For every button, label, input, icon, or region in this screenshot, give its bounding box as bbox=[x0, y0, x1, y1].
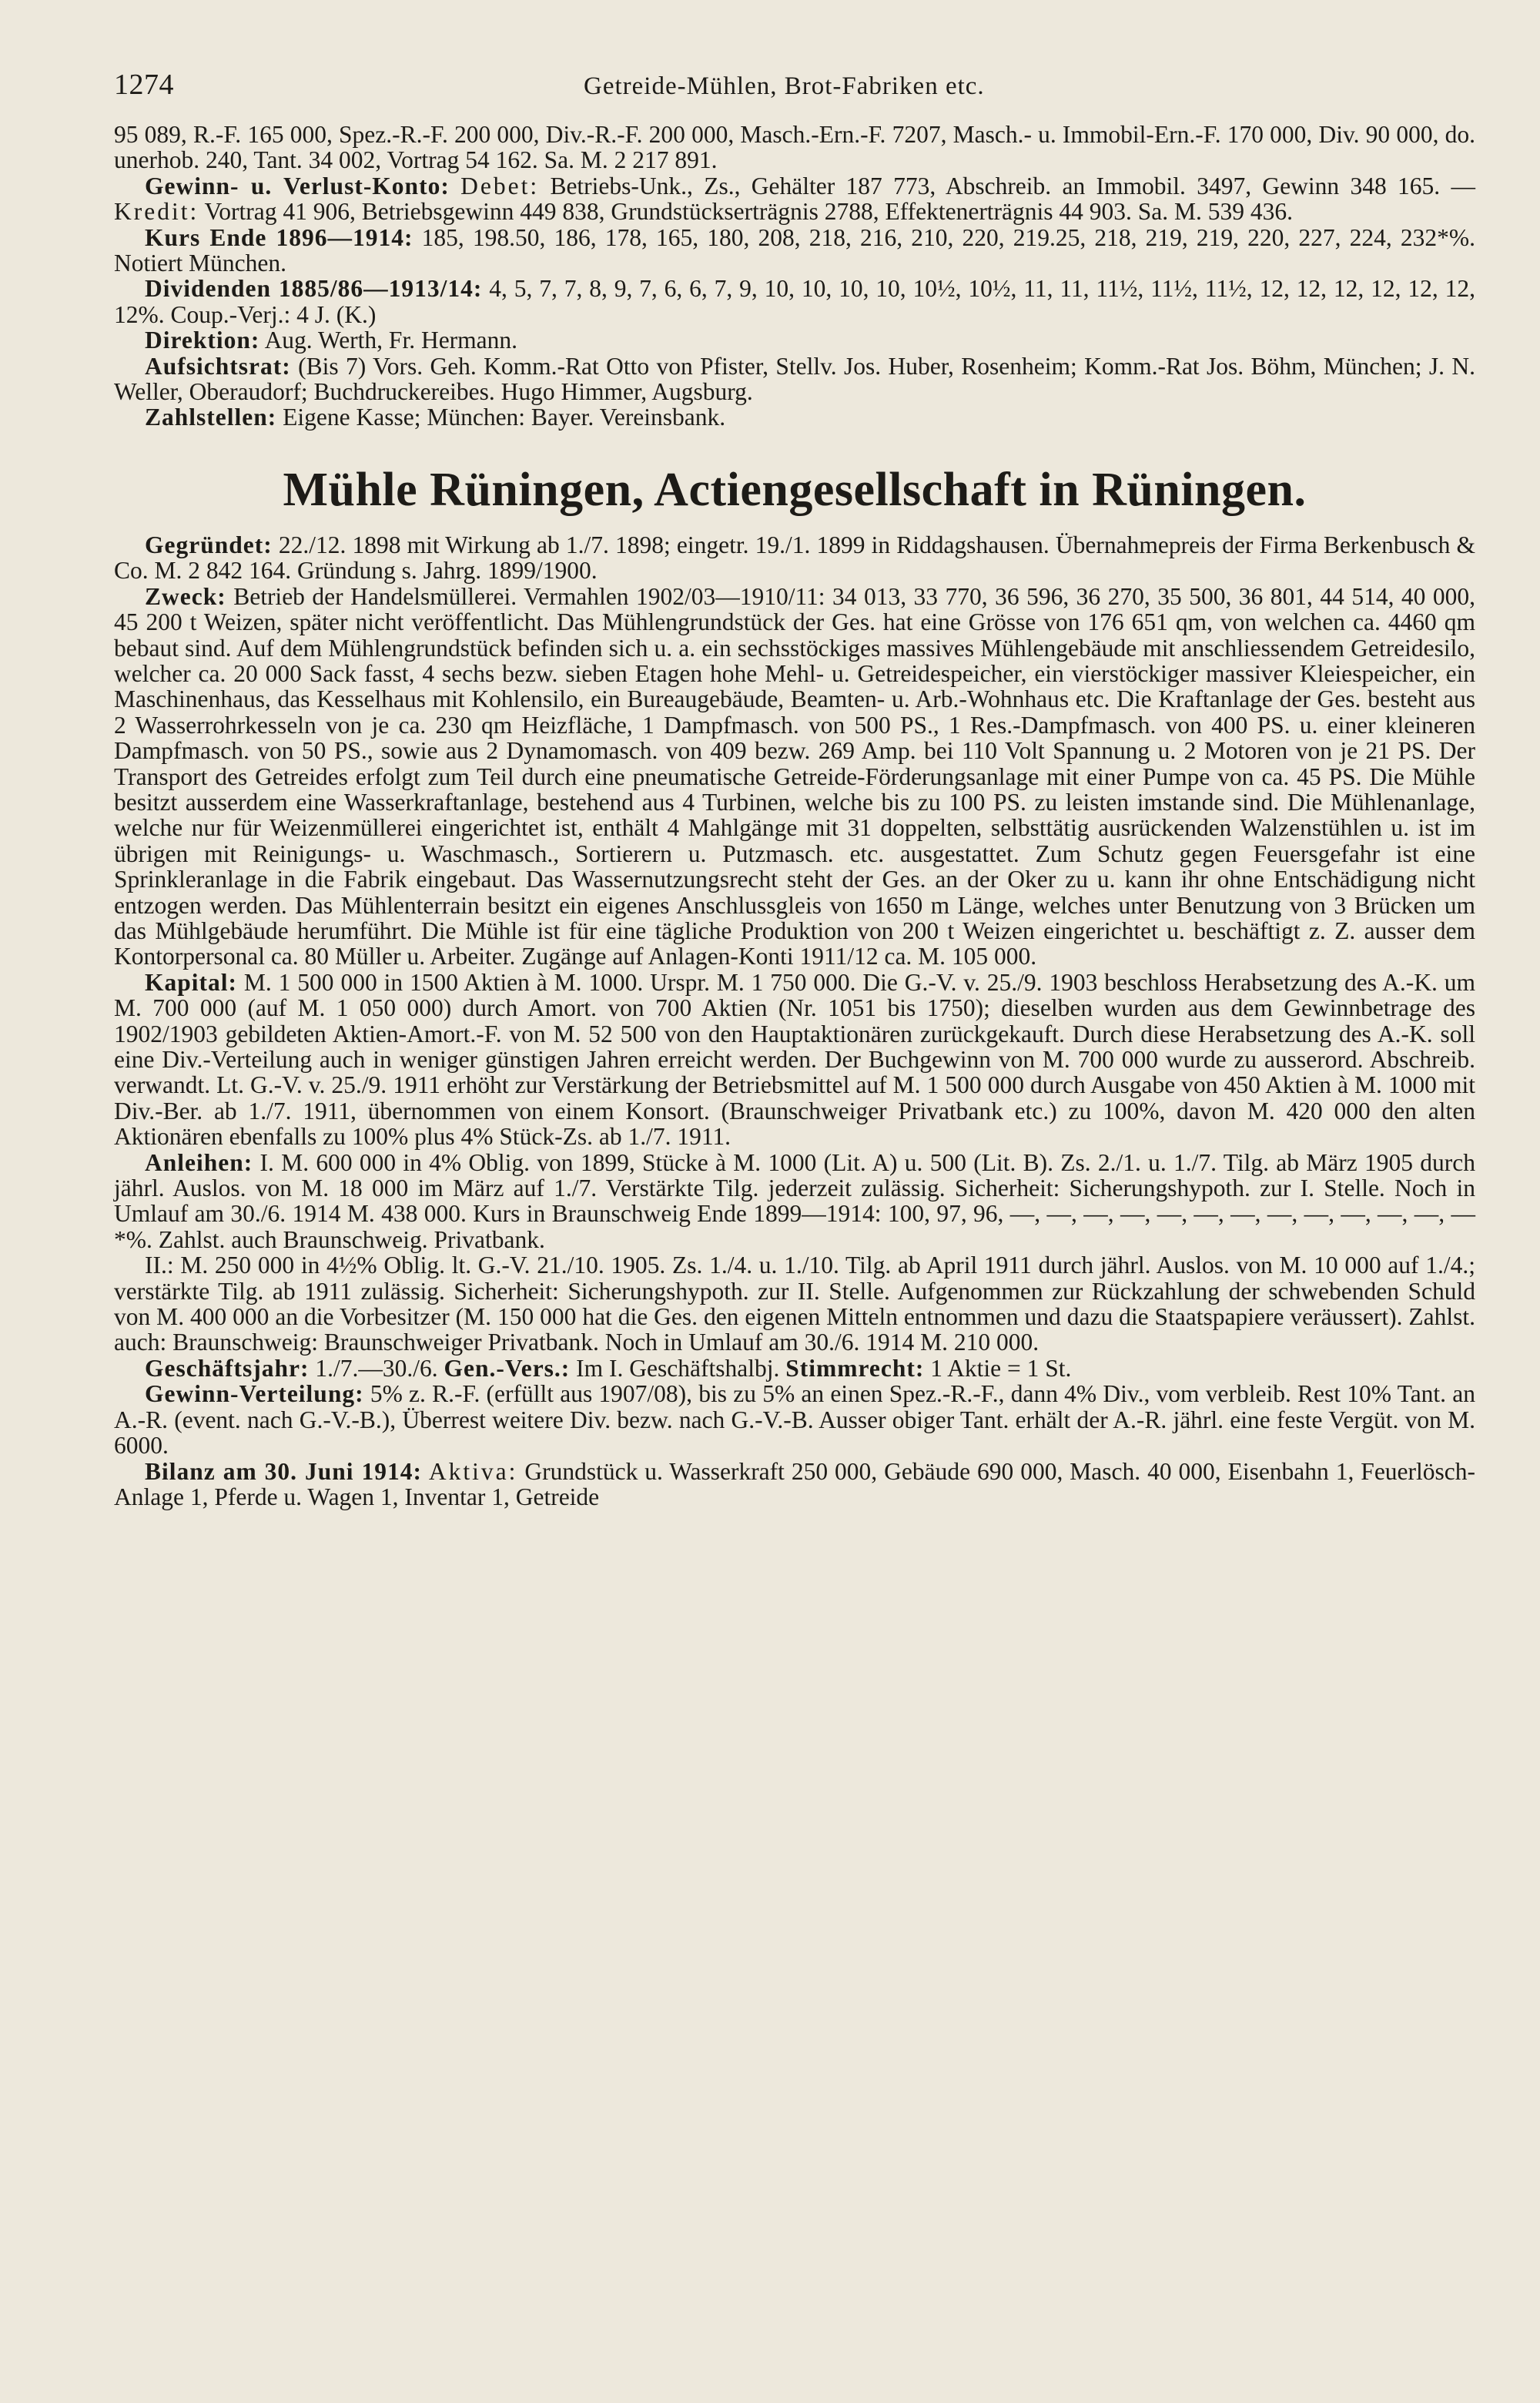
geschaeftsjahr-label: Geschäftsjahr: bbox=[145, 1354, 310, 1382]
gewinn-verlust-label: Gewinn- u. Verlust-Konto: bbox=[145, 172, 450, 199]
kredit-text: Vortrag 41 906, Betriebsgewinn 449 838, Grundstückserträgnis 2788, Effektenerträgnis 44 903. Sa. M. 539 436. bbox=[204, 198, 1294, 226]
zahlstellen-paragraph bbox=[114, 404, 1475, 430]
anleihen-ii-paragraph: II.: M. 250 000 in 4½% Oblig. lt. G.-V. 21./10. 1905. Zs. 1./4. u. 1./10. Tilg. ab April 1911 durch jährl. Auslos. von M. 10 000 auf 1./4.; verstärkte Tilg. ab 1911 zulässig. Sicherheit: Sicherungshypoth. zur II. Stelle. Aufgenommen zur Rückzahlung der schwebenden Schuld von M. 400 000 an die Vorbesitzer (M. 150 000 hat die Ges. den eigenen Mitteln entnommen und dazu die Staatspapiere veräussert). Zahlst. auch: Braunschweig: Braunschweiger Privatbank. Noch in Umlauf am 30./6. 1914 M. 210 000. bbox=[114, 1252, 1475, 1356]
geschaeftsjahr-paragraph bbox=[114, 1356, 1475, 1381]
aufsichtsrat-text: (Bis 7) Vors. Geh. Komm.-Rat Otto von Pfister, Stellv. Jos. Huber, Rosenheim; Komm.-Rat Jos. Böhm, München; J. N. Weller, Oberaudorf; Buchdruckereibes. Hugo Himmer, Augsburg. bbox=[114, 352, 1476, 406]
dividenden-paragraph bbox=[114, 276, 1475, 327]
bilanz-paragraph bbox=[114, 1459, 1475, 1510]
zahlstellen-label: Zahlstellen: bbox=[145, 404, 277, 431]
kapital-paragraph bbox=[114, 970, 1475, 1150]
zweck-text: Betrieb der Handelsmüllerei. Vermahlen 1902/03—1910/11: 34 013, 33 770, 36 596, 36 270, 35 500, 36 801, 44 514, 40 000, 45 200 t Weizen, später nicht veröffentlicht. Das Mühlengrundstück der Ges. hat eine Grösse von 176 651 qm, von welchen ca. 4460 qm bebaut sind. Auf dem Mühlengrundstück befinden sich u. a. ein sechsstöckiges massives Mühlengebäude mit anschliessendem Getreidesilo, welcher ca. 20 000 Sack fasst, 4 sechs bezw. sieben Etagen hohe Mehl- u. Getreidespeicher, ein vierstöckiger massiver Kleiespeicher, ein Maschinenhaus, das Kesselhaus mit Kohlensilo, ein Bureaugebäude, Beamten- u. Arb.-Wohnhaus etc. Die Kraftanlage der Ges. besteht aus 2 Wasserrohrkesseln von je ca. 230 qm Heizfläche, 1 Dampfmasch. von 500 PS., 1 Res.-Dampfmasch. von 400 PS. u. einer kleineren Dampfmasch. von 50 PS., sowie aus 2 Dynamomasch. von 409 bezw. 269 Amp. bei 110 Volt Spannung u. 2 Motoren von je 21 PS. Der Transport des Getreides erfolgt zum Teil durch eine pneumatische Getreide-Förderungsanlage mit einer Pumpe von ca. 45 PS. Die Mühle besitzt ausserdem eine Wasserkraftanlage, bestehend aus 4 Turbinen, welche bis zu 100 PS. zu leisten imstande sind. Die Mühlenanlage, welche nur für Weizenmüllerei eingerichtet ist, enthält 4 Mahlgänge mit 31 doppelten, selbsttätig ausrückenden Walzenstühlen u. ist im übrigen mit Reinigungs- u. Waschmasch., Sortierern u. Putzmasch. etc. ausgestattet. Zum Schutz gegen Feuersgefahr ist eine Sprinkleranlage in die Fabrik eingebaut. Das Wassernutzungsrecht steht der Ges. an der Oker zu u. kann ihr ohne Entschädigung nicht entzogen werden. Das Mühlenterrain besitzt ein eigenes Anschlussgleis von 1650 m Länge, welches unter Benutzung von 3 Brücken um das Mühlgebäude herumführt. Die Mühle ist für eine tägliche Produktion von 200 t Weizen eingerichtet u. beschäftigt z. Z. ausser dem Kontorpersonal ca. 80 Müller u. Arbeiter. Zugänge auf Anlagen-Konti 1911/12 ca. M. 105 000. bbox=[114, 582, 1476, 970]
zweck-paragraph bbox=[114, 584, 1475, 970]
kapital-text: M. 1 500 000 in 1500 Aktien à M. 1000. Urspr. M. 1 750 000. Die G.-V. v. 25./9. 1903 beschloss Herabsetzung des A.-K. um M. 700 000 (auf M. 1 050 000) durch Amort. von 700 Aktien (Nr. 1051 bis 1750); dieselben wurden aus dem Gewinnbetrage des 1902/1903 gebildeten Aktien-Amort.-F. von M. 52 500 von den Hauptaktionären zurückgekauft. Durch diese Herabsetzung des A.-K. soll eine Div.-Verteilung auch in weniger günstigen Jahren erreicht werden. Der Buchgewinn von M. 700 000 wurde zu ausserord. Abschreib. verwandt. Lt. G.-V. v. 25./9. 1911 erhöht zur Verstärkung der Betriebsmittel auf M. 1 500 000 durch Ausgabe von 450 Aktien à M. 1000 mit Div.-Ber. ab 1./7. 1911, übernommen von einem Konsort. (Braunschweiger Privatbank etc.) zu 100%, davon M. 420 000 den alten Aktionären ebenfalls zu 100% plus 4% Stück-Zs. ab 1./7. 1911. bbox=[114, 968, 1475, 1151]
kapital-label: Kapital: bbox=[145, 968, 238, 996]
gewinn-verteilung-paragraph bbox=[114, 1381, 1475, 1458]
dividenden-text: 4, 5, 7, 7, 8, 9, 7, 6, 6, 7, 9, 10, 10, 10, 10, 10½, 10½, 11, 11, 11½, 11½, 11½, 12, 12, 12, 12, 12, 12, 12%. Coup.-Verj.: 4 J. (K.) bbox=[114, 275, 1475, 328]
kurs-paragraph bbox=[114, 225, 1475, 276]
gewinn-verlust-paragraph bbox=[114, 173, 1475, 225]
gewinn-verteilung-label: Gewinn-Verteilung: bbox=[145, 1380, 364, 1408]
page-number: 1274 bbox=[114, 69, 174, 101]
stimmrecht-text: 1 Aktie = 1 St. bbox=[930, 1354, 1072, 1382]
zahlstellen-text: Eigene Kasse; München: Bayer. Vereinsbank. bbox=[283, 404, 726, 431]
company-heading: Mühle Rüningen, Actiengesellschaft in Rüningen. bbox=[283, 463, 1307, 516]
balance-continuation: 95 089, R.-F. 165 000, Spez.-R.-F. 200 000, Div.-R.-F. 200 000, Masch.-Ern.-F. 7207, Masch.- u. Immobil-Ern.-F. 170 000, Div. 90 000, do. unerhob. 240, Tant. 34 002, Vortrag 54 162. Sa. M. 2 217 891. bbox=[114, 121, 1475, 174]
anleihen-text: I. M. 600 000 in 4% Oblig. von 1899, Stücke à M. 1000 (Lit. A) u. 500 (Lit. B). Zs. 2./1. u. 1./7. Tilg. ab März 1905 durch jährl. Auslos. von M. 18 000 im März auf 1./7. Verstärkte Tilg. jederzeit zulässig. Sicherheit: Sicherungshypoth. zur I. Stelle. Noch in Umlauf am 30./6. 1914 M. 438 000. Kurs in Braunschweig Ende 1899—1914: 100, 97, 96, —, —, —, —, —, —, —, —, —, —, —, —, —*%. Zahlst. auch Braunschweig. Privatbank. bbox=[114, 1148, 1476, 1253]
gen-vers-text: Im I. Geschäftshalbj. bbox=[576, 1354, 780, 1382]
anleihen-paragraph bbox=[114, 1150, 1475, 1253]
running-header bbox=[114, 68, 1475, 122]
aufsichtsrat-paragraph bbox=[114, 354, 1475, 405]
gen-vers-label: Gen.-Vers.: bbox=[444, 1354, 571, 1382]
kredit-label: Kredit: bbox=[114, 198, 199, 226]
gegruendet-text: 22./12. 1898 mit Wirkung ab 1./7. 1898; eingetr. 19./1. 1899 in Riddagshausen. Übernahmepreis der Firma Berkenbusch & Co. M. 2 842 164. Gründung s. Jahrg. 1899/1900. bbox=[114, 531, 1475, 585]
direktion-paragraph bbox=[114, 327, 1475, 353]
gegruendet-label: Gegründet: bbox=[145, 531, 273, 558]
kurs-label: Kurs Ende 1896—1914: bbox=[145, 223, 413, 251]
aktiva-label: Aktiva: bbox=[428, 1457, 518, 1485]
gewinn-verteilung-text: 5% z. R.-F. (erfüllt aus 1907/08), bis zu 5% an einen Spez.-R.-F., dann 4% Div., vom verbleib. Rest 10% Tant. an A.-R. (event. nach G.-V.-B.), Überrest weitere Div. bezw. nach G.-V.-B. Ausser obiger Tant. erhält der A.-R. jährl. eine feste Vergüt. von M. 6000. bbox=[114, 1380, 1476, 1460]
debet-text: Betriebs-Unk., Zs., Gehälter 187 773, Abschreib. an Immobil. 3497, Gewinn 348 165. — bbox=[550, 172, 1476, 199]
running-title: Getreide-Mühlen, Brot-Fabriken etc. bbox=[584, 72, 985, 100]
company-entry bbox=[114, 532, 1475, 1510]
aufsichtsrat-label: Aufsichtsrat: bbox=[145, 352, 291, 380]
direktion-text: Aug. Werth, Fr. Hermann. bbox=[264, 327, 518, 354]
zweck-label: Zweck: bbox=[145, 582, 226, 610]
gegruendet-paragraph bbox=[114, 532, 1475, 584]
geschaeftsjahr-text: 1./7.—30./6. bbox=[315, 1354, 438, 1382]
dividenden-label: Dividenden 1885/86—1913/14: bbox=[145, 275, 483, 303]
anleihen-label: Anleihen: bbox=[145, 1148, 253, 1176]
bilanz-label: Bilanz am 30. Juni 1914: bbox=[145, 1457, 422, 1485]
kurs-text: 185, 198.50, 186, 178, 165, 180, 208, 218, 216, 210, 220, 219.25, 218, 219, 219, 220, 227, 224, 232*%. Notiert München. bbox=[114, 223, 1475, 277]
stimmrecht-label: Stimmrecht: bbox=[785, 1354, 925, 1382]
debet-label: Debet: bbox=[460, 172, 540, 199]
direktion-label: Direktion: bbox=[145, 327, 260, 354]
bilanz-text: Grundstück u. Wasserkraft 250 000, Gebäude 690 000, Masch. 40 000, Eisenbahn 1, Feuerlösch-Anlage 1, Pferde u. Wagen 1, Inventar 1, Getreide bbox=[114, 1457, 1476, 1510]
previous-company-entry bbox=[114, 122, 1475, 431]
